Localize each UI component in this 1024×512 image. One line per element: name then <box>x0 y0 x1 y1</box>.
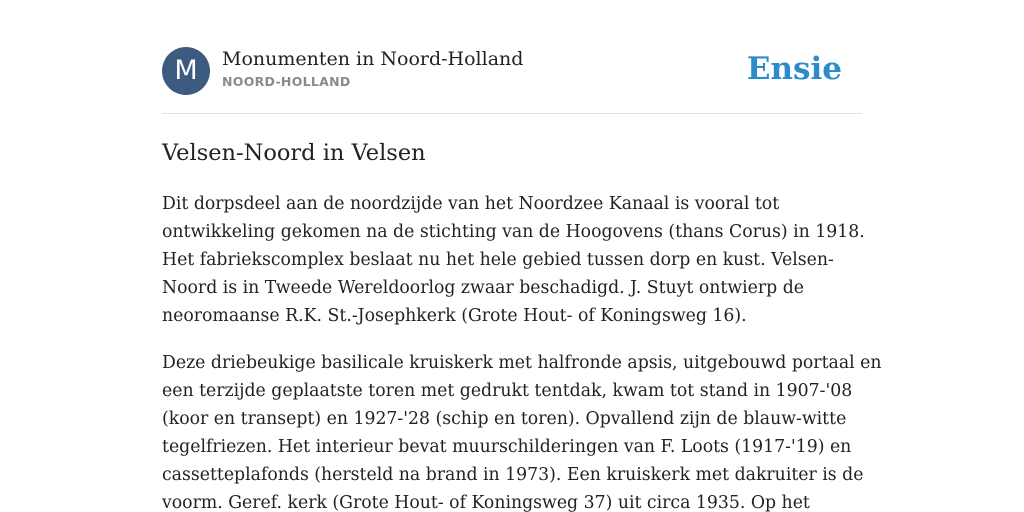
article-title: Velsen-Noord in Velsen <box>162 140 426 166</box>
text-line: Deze driebeukige basilicale kruiskerk met halfronde apsis, uitgebouwd portaal en <box>162 353 882 373</box>
text-line: Dit dorpsdeel aan de noordzijde van het Noordzee Kanaal is vooral tot <box>162 194 780 214</box>
text-line: tegelfriezen. Het interieur bevat muurschilderingen van F. Loots (1917-'19) en <box>162 437 852 457</box>
site-title[interactable]: Monumenten in Noord-Holland <box>222 48 524 70</box>
text-line: neoromaanse R.K. St.-Josephkerk (Grote Hout- of Koningsweg 16). <box>162 306 747 326</box>
text-line: (koor en transept) en 1927-'28 (schip en toren). Opvallend zijn de blauw-witte <box>162 409 847 429</box>
text-line: ontwikkeling gekomen na de stichting van de Hoogovens (thans Corus) in 1918. <box>162 222 865 242</box>
text-line: voorm. Geref. kerk (Grote Hout- of Koningsweg 37) uit circa 1935. Op het <box>162 493 810 512</box>
article-paragraph-2 <box>162 349 882 512</box>
text-line: Noord is in Tweede Wereldoorlog zwaar beschadigd. J. Stuyt ontwierp de <box>162 278 804 298</box>
avatar[interactable]: M <box>162 47 210 95</box>
site-subtitle[interactable]: NOORD-HOLLAND <box>222 74 351 89</box>
header <box>162 47 862 95</box>
text-line: cassetteplafonds (hersteld na brand in 1973). Een kruiskerk met dakruiter is de <box>162 465 864 485</box>
article-paragraph-1 <box>162 190 865 330</box>
text-line: Het fabriekscomplex beslaat nu het hele gebied tussen dorp en kust. Velsen- <box>162 250 834 270</box>
header-divider <box>162 113 862 114</box>
ensie-logo[interactable]: Ensie <box>746 51 842 87</box>
text-line: een terzijde geplaatste toren met gedrukt tentdak, kwam tot stand in 1907-'08 <box>162 381 853 401</box>
